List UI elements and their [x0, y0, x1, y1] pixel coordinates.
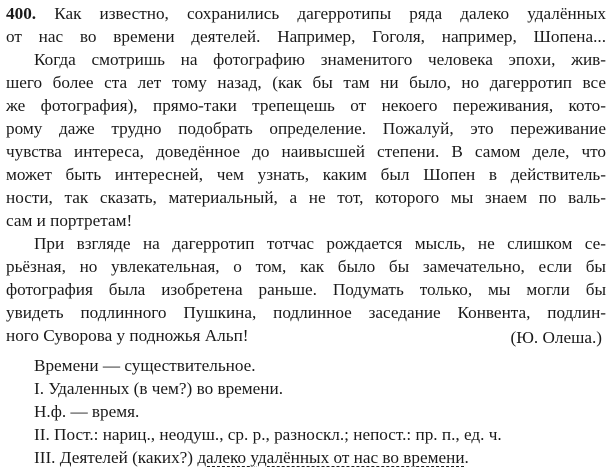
- text-line-13: фотография была изобретена раньше. Подумать только, мы могли бы: [6, 280, 606, 299]
- analysis-line-2: I. Удаленных (в чем?) во времени.: [34, 379, 283, 398]
- text-line-2: от нас во времени деятелей. Например, Гоголя, например, Шопена...: [6, 27, 606, 46]
- exercise-number: 400.: [6, 4, 37, 23]
- analysis-line-4: II. Пост.: нариц., неодуш., ср. р., разноскл.; непост.: пр. п., ед. ч.: [34, 425, 502, 444]
- text-line-14: увидеть подлинного Пушкина, подлинное заседание Конвента, подлин-: [6, 303, 606, 322]
- text-line-15: ного Суворова у подножья Альп!: [6, 326, 249, 345]
- text-line-3: Когда смотришь на фотографию знаменитого человека эпохи, жив-: [34, 50, 606, 69]
- text-line-12: рьёзная, но увлекательная, о том, как было бы замечательно, если бы: [6, 257, 606, 276]
- analysis-underlined-phrase: далеко удалённых от нас во времени: [197, 448, 465, 467]
- text-line-4: шего более ста лет тому назад, (как бы там ни было, но дагерротип все: [6, 73, 606, 92]
- analysis-line-3: Н.ф. — время.: [34, 402, 140, 421]
- text-line-5: же фотография), прямо-таки трепещешь от некоего переживания, кото-: [6, 96, 606, 115]
- text-line-8: может быть интересней, чем узнать, каким был Шопен в действитель-: [6, 165, 606, 184]
- text-line-1-content: Как известно, сохранились дагерротипы ряда далеко удалённых: [54, 4, 606, 23]
- text-line-7: чувства интереса, доведённое до наивысшей степени. В самом деле, что: [6, 142, 606, 161]
- analysis-line-5-prefix: III. Деятелей (каких?): [34, 448, 198, 467]
- text-line-1: [6, 2, 606, 26]
- text-line-9: ности, так сказать, материальный, а не тот, которого мы знаем по валь-: [6, 188, 606, 207]
- text-line-11: При взгляде на дагерротип тотчас рождается мысль, не слишком се-: [34, 234, 606, 253]
- author-attribution: (Ю. Олеша.): [510, 328, 602, 347]
- text-line-6: рому даже трудно подобрать определение. Пожалуй, это переживание: [6, 119, 606, 138]
- text-line-10: сам и портретам!: [6, 211, 133, 230]
- analysis-line-5-suffix: .: [464, 448, 469, 467]
- analysis-line-5: [34, 446, 606, 470]
- analysis-line-1: Времени — существительное.: [34, 356, 256, 375]
